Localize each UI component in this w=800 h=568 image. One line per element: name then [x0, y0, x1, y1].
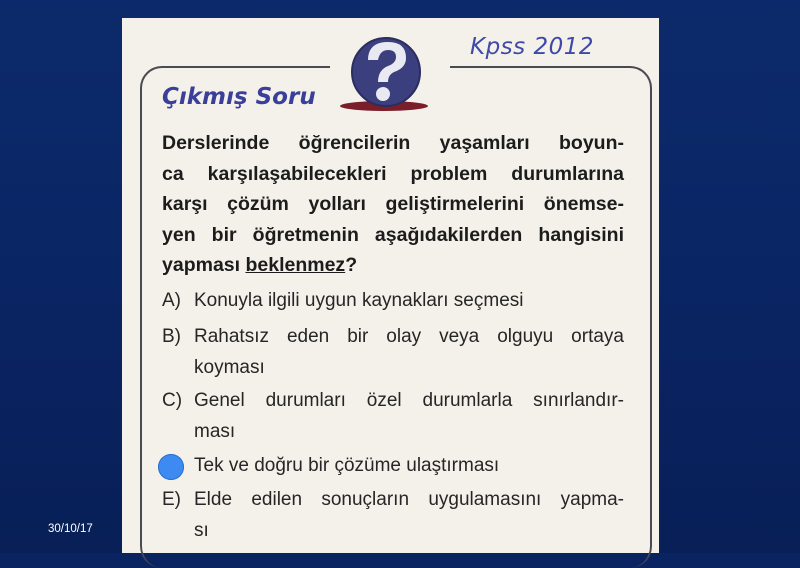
- question-last-line: [162, 250, 624, 281]
- choice-text: [194, 385, 624, 447]
- question-stem: [162, 128, 624, 281]
- question-last-suffix: ?: [345, 254, 358, 276]
- question-last-prefix: yapması: [162, 254, 246, 276]
- choice-text: [194, 321, 624, 383]
- choice-a[interactable]: [162, 285, 624, 316]
- choice-text: [194, 484, 624, 546]
- choice-text: [194, 285, 624, 316]
- choice-b[interactable]: [162, 321, 624, 383]
- choice-c[interactable]: [162, 385, 624, 447]
- choice-text: [194, 450, 624, 481]
- choice-line: sı: [194, 520, 209, 541]
- choice-line: Genel durumları özel durumlarla sınırlandır-: [194, 390, 624, 411]
- choice-letter: C): [162, 390, 183, 411]
- choice-line: Rahatsız eden bir olay veya olguyu ortaya: [194, 326, 624, 347]
- choice-letter: E): [162, 489, 181, 510]
- choice-letter: B): [162, 326, 181, 347]
- choice-line: ması: [194, 421, 236, 442]
- choice-d[interactable]: [162, 450, 624, 481]
- choice-line: koyması: [194, 357, 265, 378]
- question-line: Derslerinde öğrencilerin yaşamları boyun-: [162, 132, 624, 154]
- slide-date: 30/10/17: [48, 523, 93, 535]
- choice-line: Tek ve doğru bir çözüme ulaştırması: [194, 455, 500, 476]
- choice-line: Elde edilen sonuçların uygulamasını yapma-: [194, 489, 624, 510]
- question-line: yen bir öğretmenin aşağıdakilerden hangisini: [162, 223, 624, 246]
- choice-letter: A): [162, 290, 181, 311]
- question-line: ca karşılaşabilecekleri problem durumlarına: [162, 162, 624, 185]
- section-title: Çıkmış Soru: [162, 84, 316, 110]
- exam-badge: Kpss 2012: [470, 34, 594, 60]
- question-emphasis: beklenmez: [245, 254, 346, 276]
- selected-answer-marker: [158, 454, 184, 480]
- choice-line: Konuyla ilgili uygun kaynakları seçmesi: [194, 290, 524, 311]
- choice-e[interactable]: [162, 484, 624, 546]
- question-mark-ball-icon: [338, 30, 430, 112]
- question-line: karşı çözüm yolları geliştirmelerini önemse-: [162, 193, 624, 215]
